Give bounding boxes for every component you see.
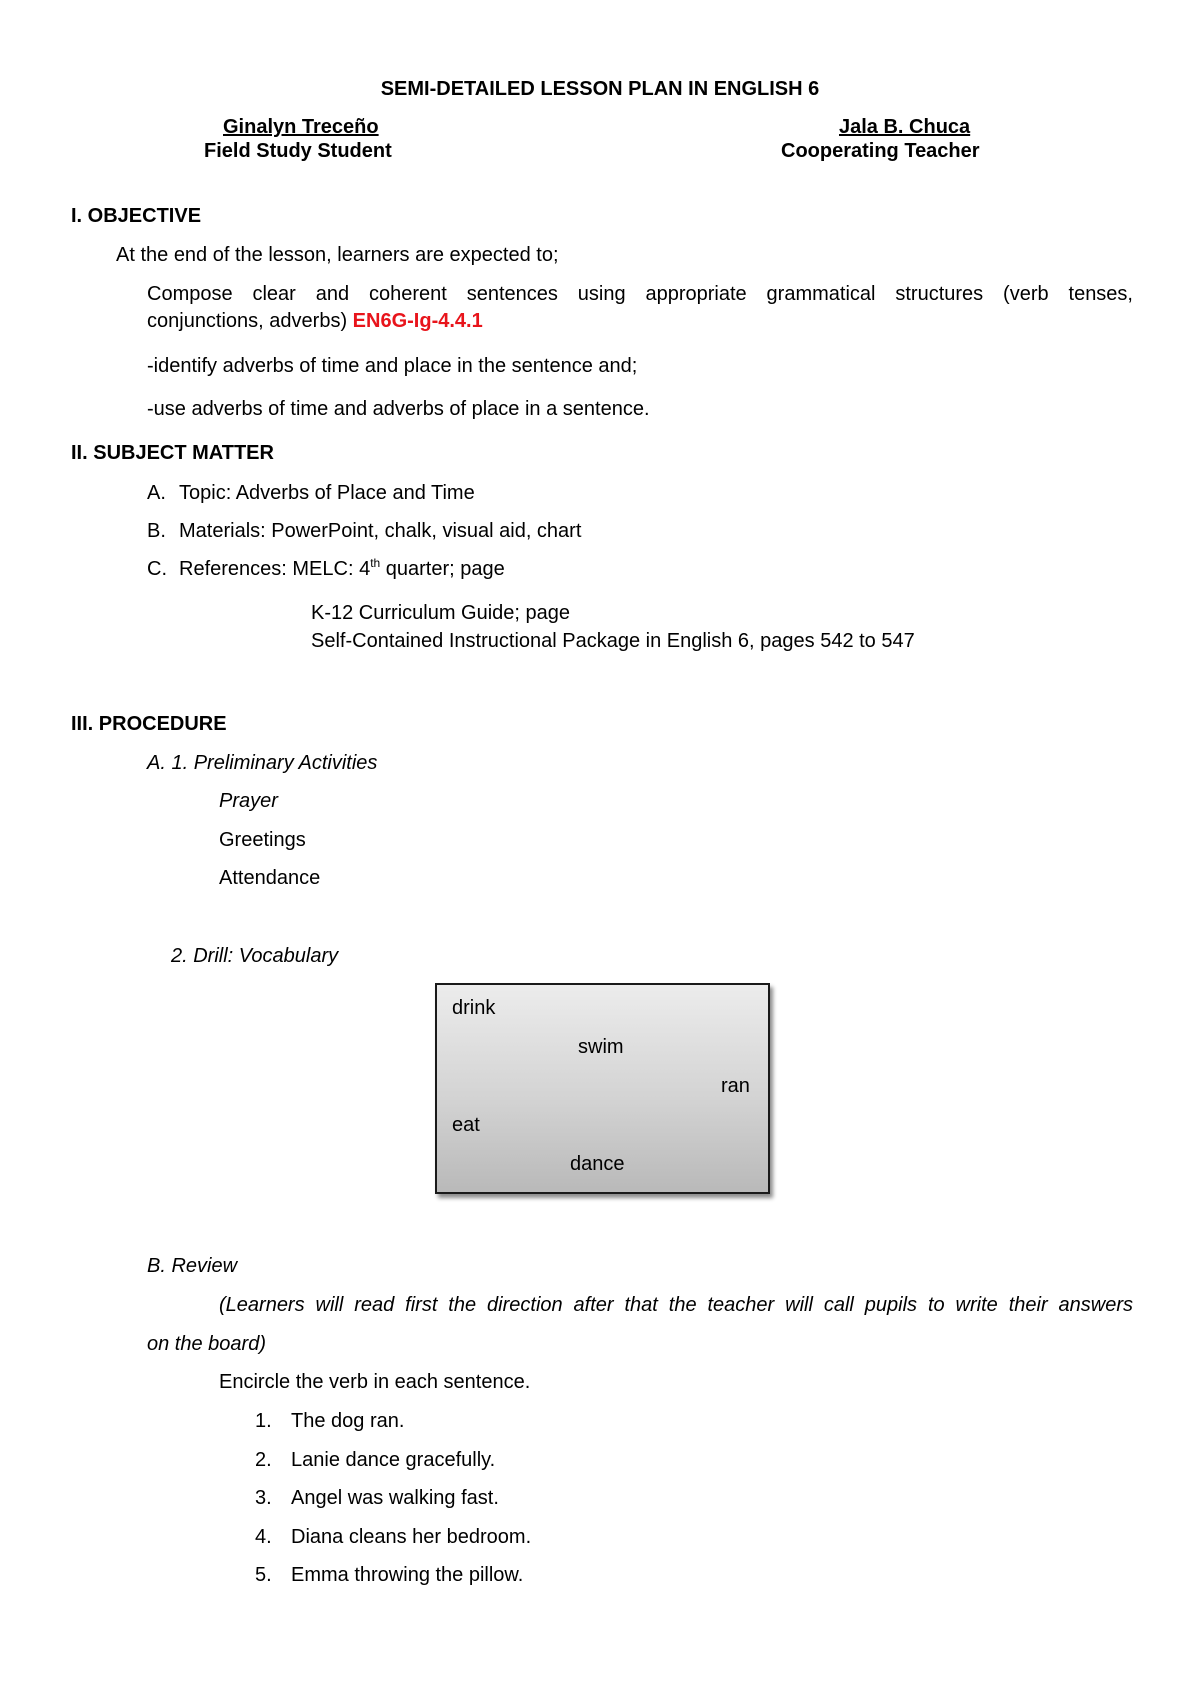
objective-item-2: -identify adverbs of time and place in the sentence and; — [147, 355, 638, 377]
review-item-number: 4. — [255, 1526, 272, 1548]
review-instruction: Encircle the verb in each sentence. — [219, 1371, 531, 1393]
prelim-item-attendance: Attendance — [219, 867, 321, 889]
competency-code: EN6G-Ig-4.4.1 — [352, 310, 483, 332]
objective-heading: I. OBJECTIVE — [71, 205, 202, 227]
review-heading: B. Review — [147, 1255, 238, 1277]
materials-letter: B. — [147, 520, 166, 542]
review-item-text: Lanie dance gracefully. — [291, 1449, 496, 1471]
preliminary-activities-heading: A. 1. Preliminary Activities — [147, 752, 378, 774]
objective-item-1-text: conjunctions, adverbs) — [147, 310, 348, 332]
reference-curriculum-guide: K-12 Curriculum Guide; page — [311, 602, 571, 624]
references-text — [179, 556, 505, 580]
review-item-text: Emma throwing the pillow. — [291, 1564, 524, 1586]
review-item-number: 3. — [255, 1487, 272, 1509]
objective-item-3: -use adverbs of time and adverbs of place in a sentence. — [147, 398, 650, 420]
vocab-word: swim — [578, 1036, 624, 1058]
objective-intro: At the end of the lesson, learners are expected to; — [116, 244, 559, 266]
review-item-number: 1. — [255, 1410, 272, 1432]
review-note-line-2: on the board) — [147, 1333, 266, 1355]
materials-text: Materials: PowerPoint, chalk, visual aid, chart — [179, 520, 582, 542]
references-prefix: References: MELC: 4 — [179, 558, 371, 580]
subject-matter-heading: II. SUBJECT MATTER — [71, 442, 274, 464]
vocab-word: eat — [452, 1114, 480, 1136]
topic-letter: A. — [147, 482, 166, 504]
topic-text: Topic: Adverbs of Place and Time — [179, 482, 475, 504]
teacher-role: Cooperating Teacher — [781, 140, 980, 162]
review-item-text: The dog ran. — [291, 1410, 405, 1432]
procedure-heading: III. PROCEDURE — [71, 713, 227, 735]
prelim-item-prayer: Prayer — [219, 790, 278, 812]
review-note-line-1: (Learners will read first the direction after that the teacher will call pupils to write their answers — [219, 1294, 1133, 1316]
vocabulary-box — [435, 983, 770, 1194]
vocab-word: ran — [721, 1075, 750, 1097]
objective-item-1-line-2 — [147, 311, 483, 331]
references-letter: C. — [147, 558, 167, 580]
reference-instructional-package: Self-Contained Instructional Package in English 6, pages 542 to 547 — [311, 630, 915, 652]
teacher-name: Jala B. Chuca — [839, 116, 971, 138]
objective-item-1-line-1: Compose clear and coherent sentences using appropriate grammatical structures (verb tenses, — [147, 283, 1133, 305]
review-item-number: 5. — [255, 1564, 272, 1586]
prelim-item-greetings: Greetings — [219, 829, 306, 851]
page-title: SEMI-DETAILED LESSON PLAN IN ENGLISH 6 — [380, 78, 820, 100]
review-item-number: 2. — [255, 1449, 272, 1471]
vocab-word: dance — [570, 1153, 625, 1175]
review-item-text: Diana cleans her bedroom. — [291, 1526, 532, 1548]
student-name: Ginalyn Treceño — [223, 116, 379, 138]
references-suffix: quarter; page — [380, 558, 505, 580]
vocab-word: drink — [452, 997, 496, 1019]
review-item-text: Angel was walking fast. — [291, 1487, 499, 1509]
references-superscript: th — [370, 556, 381, 570]
student-role: Field Study Student — [204, 140, 392, 162]
drill-heading: 2. Drill: Vocabulary — [171, 945, 339, 967]
